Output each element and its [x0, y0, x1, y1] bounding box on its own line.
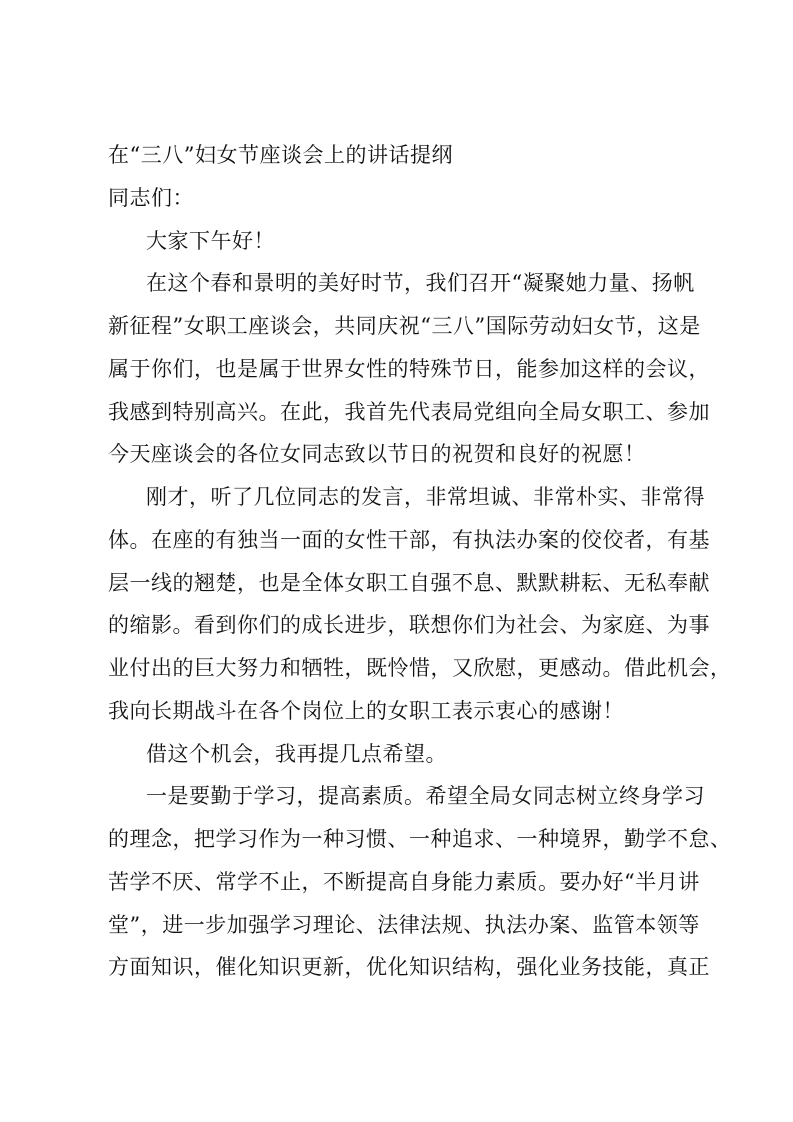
- paragraph-line: 我感到特别高兴。在此，我首先代表局党组向全局女职工、参加: [108, 399, 710, 424]
- document-body: [108, 134, 732, 989]
- greeting: 大家下午好！: [146, 228, 275, 253]
- paragraph-line: 我向长期战斗在各个岗位上的女职工表示衷心的感谢！: [108, 698, 624, 723]
- paragraph-line: 的理念，把学习作为一种习惯、一种追求、一种境界，勤学不怠、: [108, 827, 732, 851]
- salutation: 同志们：: [108, 185, 194, 210]
- paragraph-line: 借这个机会，我再提几点希望。: [146, 741, 447, 766]
- paragraph-line: 刚才，听了几位同志的发言，非常坦诚、非常朴实、非常得: [146, 485, 705, 509]
- paragraph-line: 苦学不厌、常学不止，不断提高自身能力素质。要办好“半月讲: [108, 869, 700, 894]
- paragraph-line: 一是要勤于学习，提高素质。希望全局女同志树立终身学习: [146, 784, 705, 809]
- document-title: 在“三八”妇女节座谈会上的讲话提纲: [108, 143, 453, 167]
- paragraph-line: 属于你们，也是属于世界女性的特殊节日，能参加这样的会议，: [108, 356, 710, 381]
- paragraph-line: 在这个春和景明的美好时节，我们召开“凝聚她力量、扬帆: [146, 271, 695, 296]
- paragraph: [108, 262, 710, 476]
- paragraph-line: 方面知识，催化知识更新，优化知识结构，强化业务技能，真正: [108, 955, 710, 980]
- paragraph-line: 堂”，进一步加强学习理论、法律法规、执法办案、监管本领等: [108, 912, 700, 937]
- paragraph-line: 今天座谈会的各位女同志致以节日的祝贺和良好的祝愿！: [108, 442, 646, 467]
- paragraph-line: 新征程”女职工座谈会，共同庆祝“三八”国际劳动妇女节，这是: [108, 314, 701, 338]
- paragraph: [108, 733, 692, 776]
- paragraph-line: 业付出的巨大努力和牺牲，既怜惜，又欣慰，更感动。借此机会，: [108, 656, 732, 680]
- paragraph: [108, 476, 732, 733]
- paragraph-line: 体。在座的有独当一面的女性干部，有执法办案的佼佼者，有基: [108, 527, 710, 552]
- paragraph-line: 层一线的翘楚，也是全体女职工自强不息、默默耕耘、无私奉献: [108, 570, 710, 595]
- paragraph: [108, 775, 732, 989]
- paragraph-line: 的缩影。看到你们的成长进步，联想你们为社会、为家庭、为事: [108, 613, 710, 638]
